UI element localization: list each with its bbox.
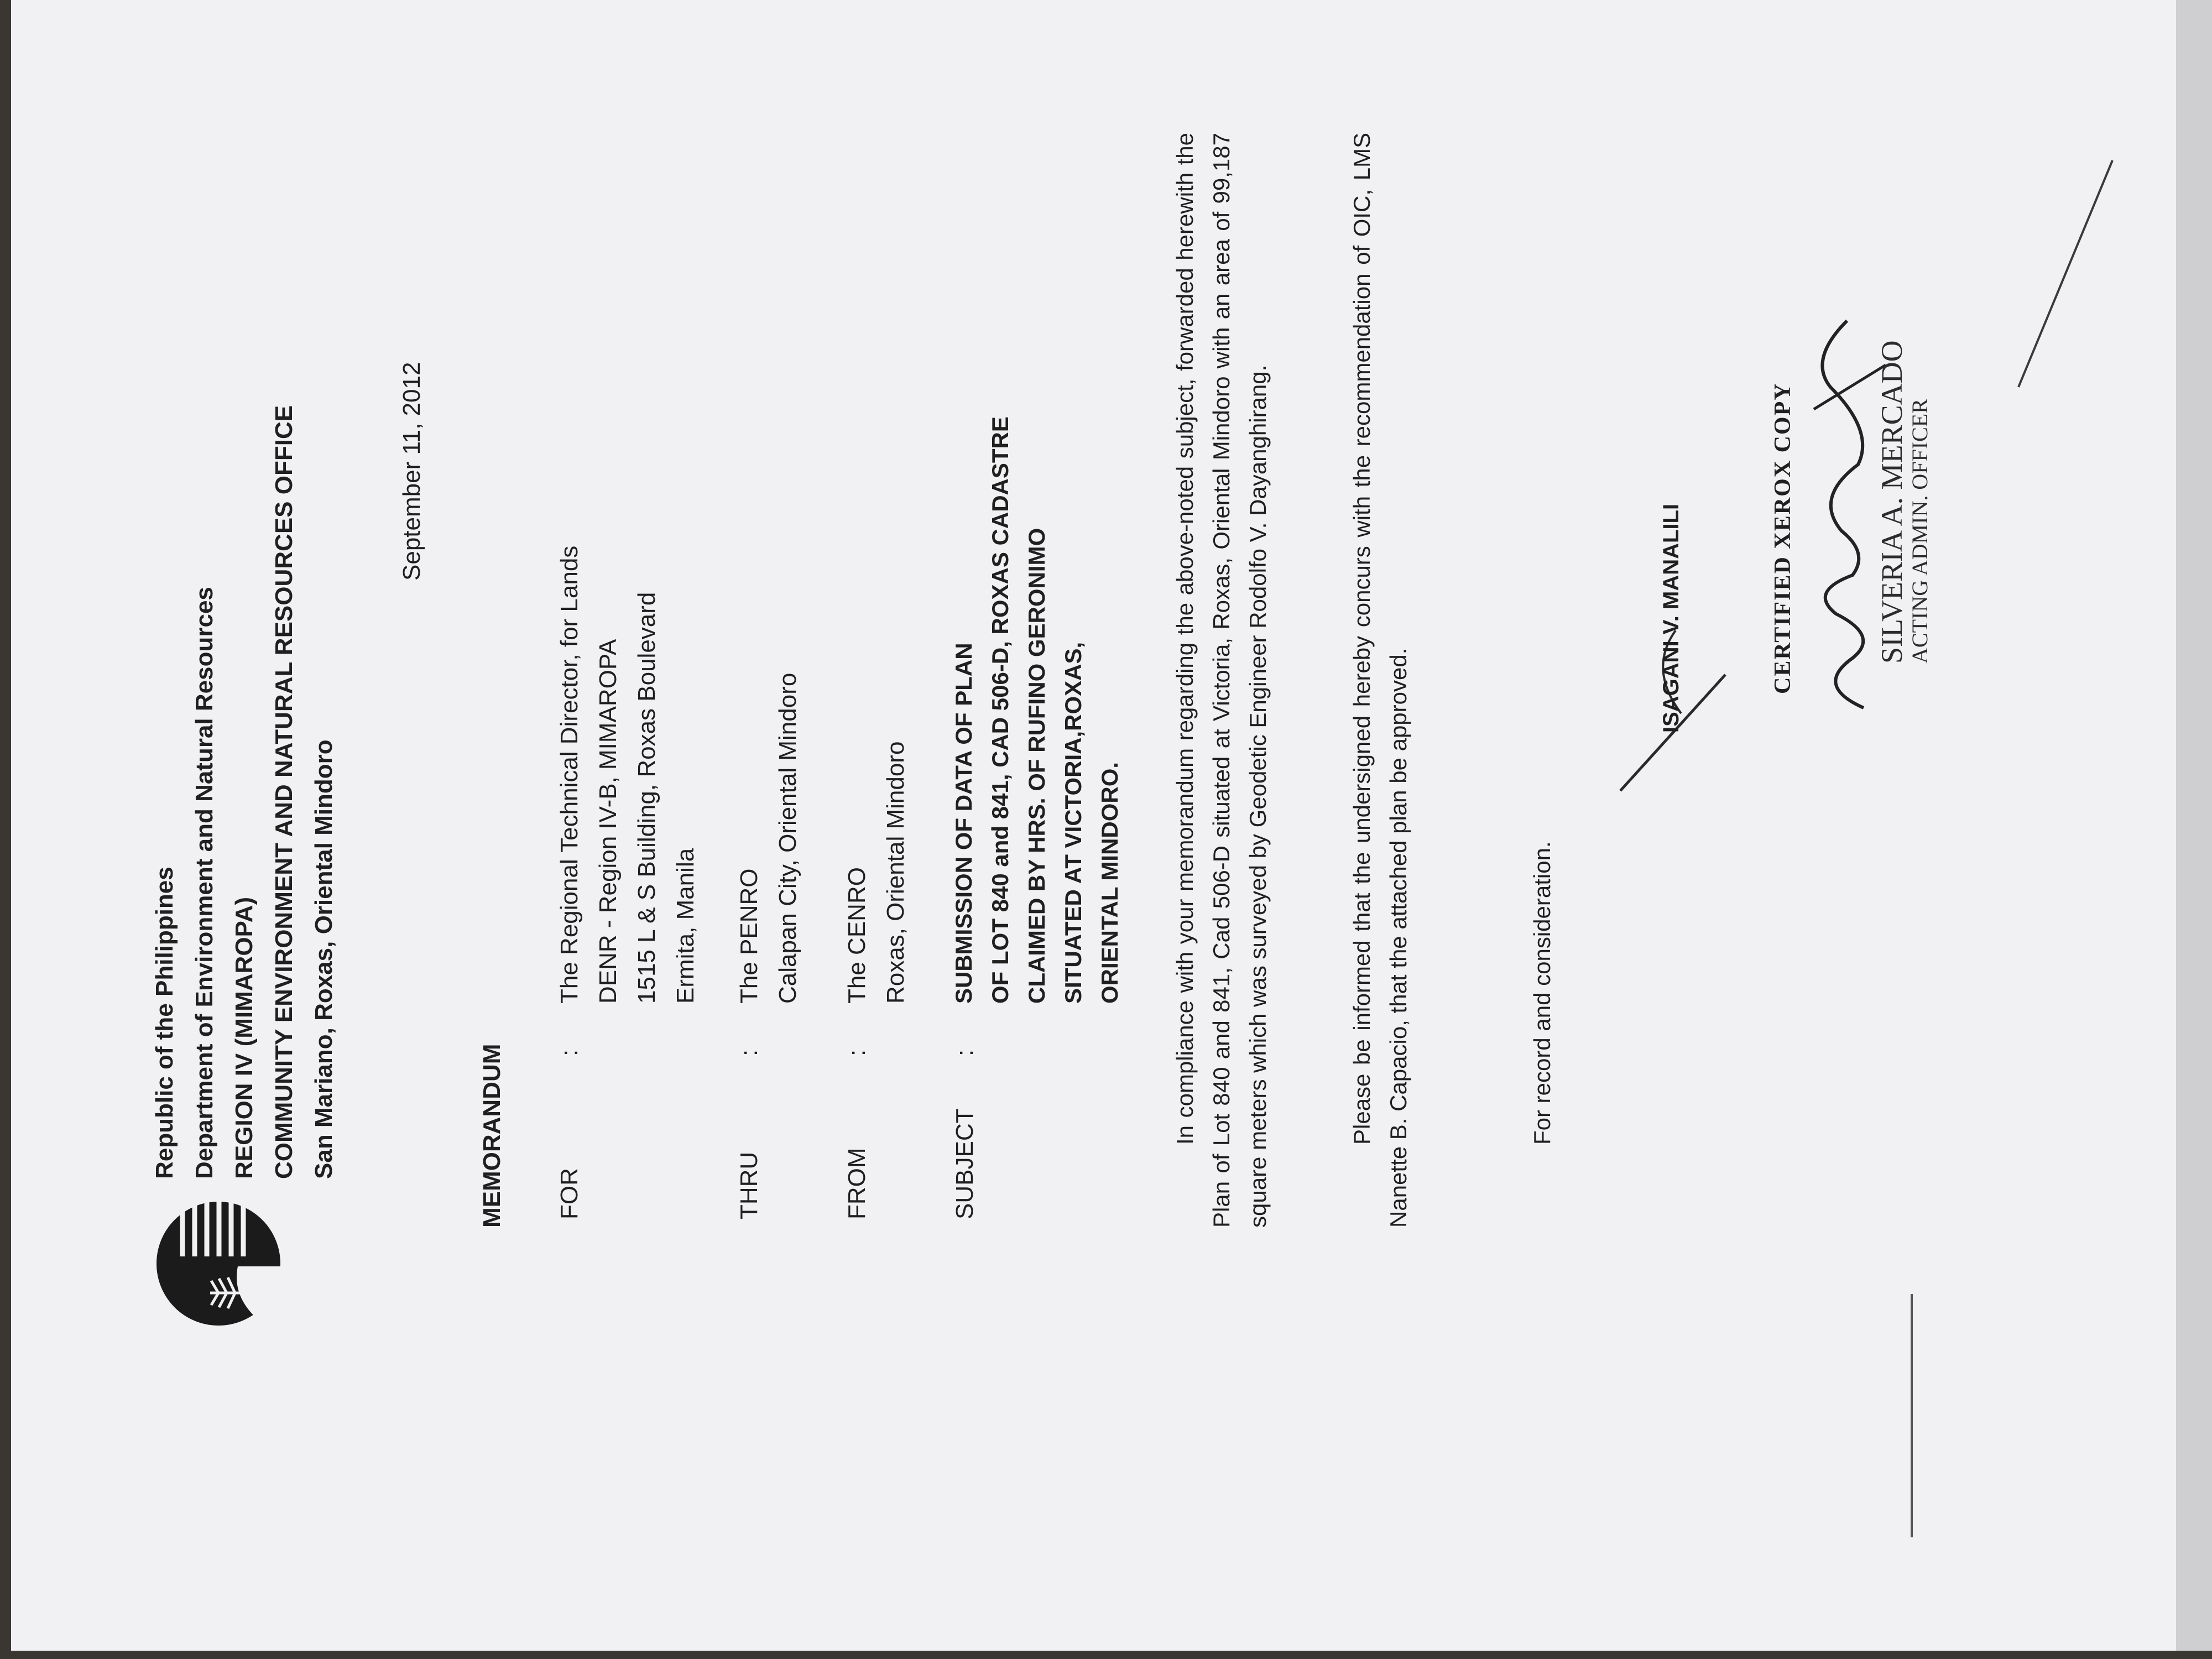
subject-label: SUBJECT bbox=[951, 1108, 978, 1219]
thru-line-1: The PENRO bbox=[735, 868, 763, 1004]
pen-stroke-icon bbox=[2013, 155, 2124, 393]
subject-line-2: OF LOT 840 and 841, CAD 506-D, ROXAS CADASTRE bbox=[987, 416, 1013, 1004]
subject-line-1: SUBMISSION OF DATA OF PLAN bbox=[951, 643, 977, 1004]
from-colon: : bbox=[843, 1049, 870, 1056]
for-colon: : bbox=[556, 1049, 583, 1056]
for-line-4: Ermita, Manila bbox=[672, 848, 699, 1004]
from-block bbox=[838, 742, 915, 1004]
body-paragraph-2-text: Please be informed that the undersigned hereby concurs with the recommendation of OIC, LMS Nanette B. Capacio, that the attached plan be approved. bbox=[1349, 133, 1411, 1228]
subject-block bbox=[946, 416, 1128, 1004]
body-paragraph-1 bbox=[1167, 133, 1276, 1228]
from-label: FROM bbox=[843, 1147, 870, 1219]
certifier-name: SILVERIA A. MERCADO bbox=[1875, 340, 1908, 664]
from-line-1: The CENRO bbox=[843, 867, 870, 1004]
certifier-title: ACTING ADMIN. OFFICER bbox=[1907, 399, 1932, 664]
letterhead bbox=[145, 405, 344, 1179]
denr-logo-icon bbox=[149, 1200, 288, 1327]
for-line-3: 1515 L & S Building, Roxas Boulevard bbox=[633, 592, 660, 1004]
signatory-name: ISAGANI V. MANALILI bbox=[1659, 503, 1683, 733]
subject-line-5: ORIENTAL MINDORO. bbox=[1097, 761, 1123, 1004]
subject-line-3: CLAIMED BY HRS. OF RUFINO GERONIMO bbox=[1024, 528, 1050, 1004]
thru-colon: : bbox=[735, 1049, 763, 1056]
handwritten-signature-icon bbox=[1803, 299, 1886, 719]
thru-block bbox=[730, 673, 807, 1004]
body-paragraph-2 bbox=[1344, 133, 1417, 1228]
subject-line-4: SITUATED AT VICTORIA,ROXAS, bbox=[1060, 641, 1086, 1004]
letterhead-line-3: REGION IV (MIMAROPA) bbox=[231, 896, 258, 1179]
thru-label: THRU bbox=[735, 1151, 763, 1219]
for-line-2: DENR - Region IV-B, MIMAROPA bbox=[594, 639, 622, 1004]
for-block bbox=[550, 546, 705, 1004]
thru-line-2: Calapan City, Oriental Mindoro bbox=[774, 672, 801, 1004]
body-paragraph-1-text: In compliance with your memorandum regarding the above-noted subject, forwarded herewith the Plan of Lot 840 and 841, Cad 506-D situated at Victoria, Roxas, Oriental Mindoro with an area of 99,187 square meters which was surveyed by Geodetic Engineer Rodolfo V. Dayanghirang. bbox=[1172, 133, 1271, 1228]
letterhead-line-2: Department of Environment and Natural Resources bbox=[191, 587, 218, 1179]
certified-copy-label: CERTIFIED XEROX COPY bbox=[1770, 382, 1796, 694]
letterhead-line-1: Republic of the Philippines bbox=[151, 867, 178, 1179]
body-paragraph-3: For record and consideration. bbox=[1529, 841, 1555, 1145]
for-line-1: The Regional Technical Director, for Lands bbox=[556, 545, 583, 1004]
from-line-2: Roxas, Oriental Mindoro bbox=[882, 741, 909, 1004]
letterhead-line-4: COMMUNITY ENVIRONMENT AND NATURAL RESOURCES OFFICE bbox=[270, 405, 298, 1179]
subject-colon: : bbox=[951, 1049, 978, 1056]
memo-date: September 11, 2012 bbox=[398, 362, 425, 581]
fold-line bbox=[1911, 1294, 1913, 1537]
for-label: FOR bbox=[556, 1168, 583, 1219]
letterhead-line-5: San Mariano, Roxas, Oriental Mindoro bbox=[310, 739, 337, 1179]
memo-title: MEMORANDUM bbox=[478, 1044, 505, 1228]
